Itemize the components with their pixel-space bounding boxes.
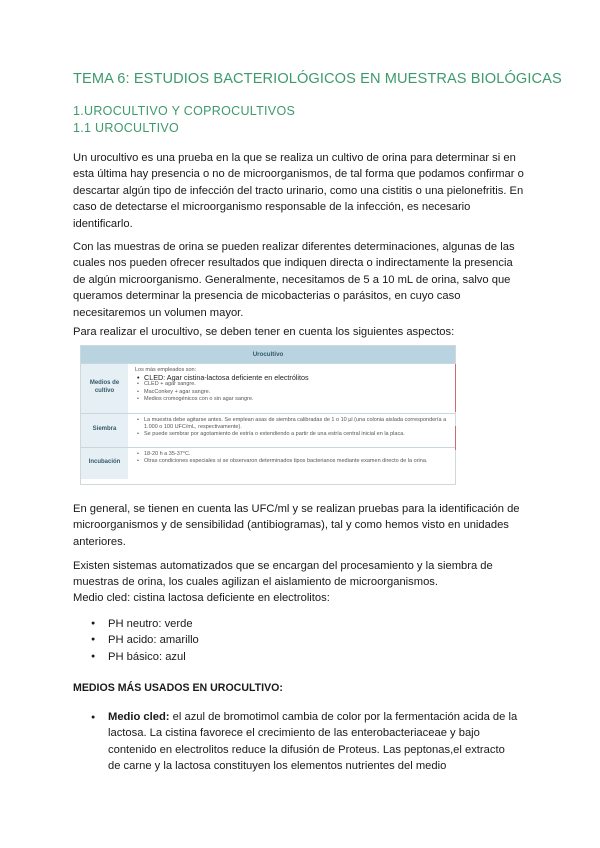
list-item: • Otras condiciones especiales si se observaron determinados tipos bacterianos mediante examen directo de la orina. — [135, 458, 449, 465]
list-item: • CLED + agar sangre. — [135, 381, 449, 388]
list-item: • 18-20 h a 35-37°C. — [135, 451, 449, 458]
paragraph-muestras: Con las muestras de orina se pueden realizar diferentes determinaciones, algunas de las cuales nos pueden ofrecer resultados que indiquen directa o indirectamente la presencia de algún microorganismo. Generalmente, necesitamos de 5 a 10 mL de orina, salvo que queramos determinar la presencia de micobacterias o parásitos, en cuyo caso necesitaremos un volumen mayor. — [73, 241, 515, 319]
row-label-incubacion: Incubación — [81, 447, 128, 479]
row-intro: Los más empleados son: — [135, 366, 197, 373]
subsection-heading: 1.1 UROCULTIVO — [73, 121, 180, 135]
paragraph-automatizados: Existen sistemas automatizados que se encargan del procesamiento y la siembra de muestras de orina, los cuales agilizan el aislamiento de microorganismos. — [73, 560, 493, 589]
urocultivo-table — [80, 345, 456, 485]
table-edge-mark — [455, 426, 456, 450]
row-body-medios — [128, 363, 455, 413]
table-edge-mark — [455, 364, 456, 412]
bullet-icon: ● — [91, 714, 96, 721]
section-heading: 1.UROCULTIVO Y COPROCULTIVOS — [73, 104, 296, 118]
list-item: • Medios cromogénicos con o sin agar sangre. — [135, 396, 449, 403]
paragraph-intro: Un urocultivo es una prueba en la que se realiza un cultivo de orina para determinar si en esta última hay presencia o no de microorganismos, de tal forma que podamos confirmar o descartar algún tipo de infección del tracto urinario, como una cistitis o una pielonefritis. En caso de detectarse el microorganismo responsable de la infección, es necesario identificarlo. — [73, 152, 524, 230]
list-item: • MacConkey + agar sangre. — [135, 389, 449, 396]
ph-list — [91, 616, 199, 665]
list-item: ● PH acido: amarillo — [91, 632, 199, 648]
paragraph-ufc: En general, se tienen en cuenta las UFC/ml y se realizan pruebas para la identificación de microorganismos y de sensibilidad (antibiogramas), tal y como hemos visto en unidades anteriores. — [73, 503, 520, 548]
paragraph-medio-cled: Medio cled: cistina lactosa deficiente en electrolitos: — [73, 592, 330, 604]
row-body-siembra — [128, 413, 455, 447]
row-body-incubacion — [128, 447, 455, 479]
medios-heading: MEDIOS MÁS USADOS EN UROCULTIVO: — [73, 682, 283, 694]
list-item: ● PH neutro: verde — [91, 616, 199, 632]
paragraph-aspectos: Para realizar el urocultivo, se deben tener en cuenta los siguientes aspectos: — [73, 326, 455, 338]
page-title: TEMA 6: ESTUDIOS BACTERIOLÓGICOS EN MUESTRAS BIOLÓGICAS — [73, 71, 562, 87]
table-header: Urocultivo — [81, 346, 455, 363]
list-item: • La muestra debe agitarse antes. Se emplean asas de siembra calibradas de 1 o 10 µl (una colonia aislada correspondería a 1.000 o 100 UFC/mL, respectivamente). — [135, 417, 449, 432]
list-item: ● PH básico: azul — [91, 649, 199, 665]
list-item: • CLED: Agar cistina-lactosa deficiente en electrólitos — [135, 374, 449, 381]
row-label-siembra: Siembra — [81, 413, 128, 447]
medio-cled-item — [108, 709, 520, 775]
medio-cled-label: Medio cled: — [108, 711, 170, 723]
list-item: • Se puede sembrar por agotamiento de estría o extendiendo a partir de una estría central inicial en la placa. — [135, 431, 449, 438]
row-label-medios: Medios de cultivo — [81, 363, 128, 413]
medio-cled-text: el azul de bromotimol cambia de color por la fermentación acida de la lactosa. La cistina favorece el crecimiento de las enterobacteriaceae y bajo contenido en electrolitos reduce la difusión de Proteus. Las peptonas,el extracto de carne y la lactosa constituyen los elementos nutrientes del medio — [108, 711, 518, 773]
